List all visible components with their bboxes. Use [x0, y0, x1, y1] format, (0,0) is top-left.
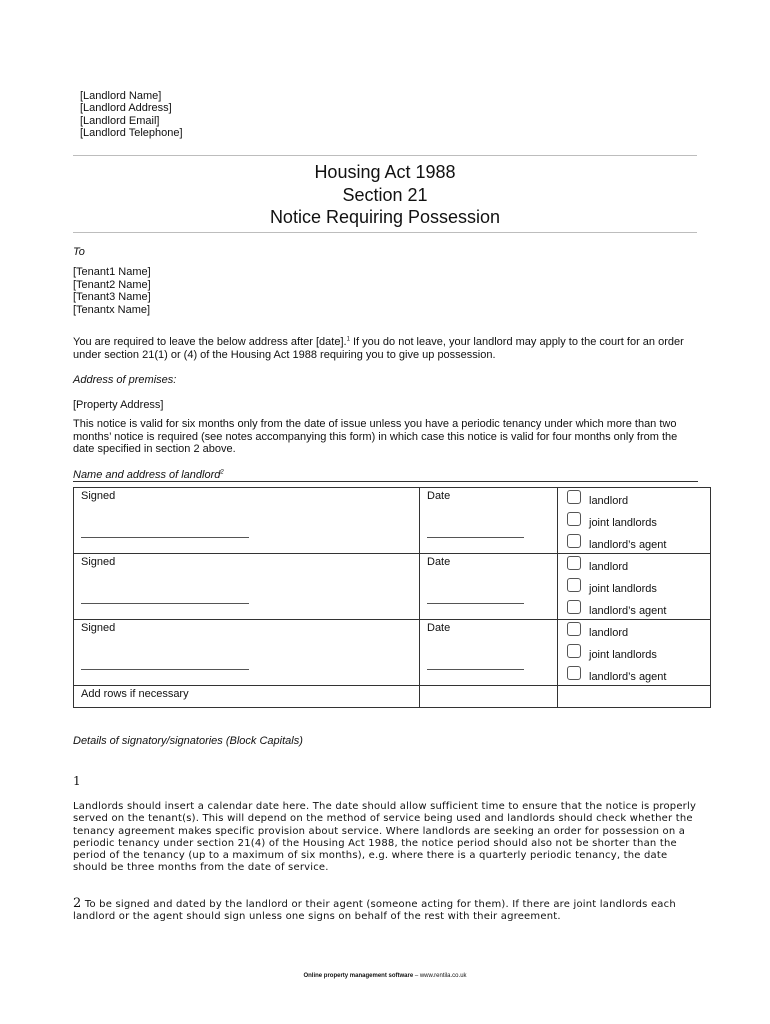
add-rows-cell [74, 686, 420, 708]
footnote-2-text: To be signed and dated by the landlord or their agent (someone acting for them). If there are joint landlords each landlord or the agent should sign unless one signs on behalf of the rest with their agreement. [73, 899, 676, 923]
date-line[interactable] [427, 669, 524, 670]
checkbox[interactable] [567, 556, 581, 570]
date-label: Date [427, 622, 451, 634]
checkbox[interactable] [567, 534, 581, 548]
title-line-2: Section 21 [342, 184, 428, 205]
add-rows-label: Add rows if necessary [81, 688, 189, 700]
landlord-name: [Landlord Name] [80, 90, 162, 102]
signed-cell [74, 620, 420, 686]
footnote-number-2: 2 [73, 896, 82, 911]
signature-row [74, 620, 711, 686]
signature-line[interactable] [81, 603, 249, 604]
signature-row [74, 488, 711, 554]
role-cell [558, 554, 711, 620]
option-label: joint landlords [589, 517, 657, 529]
date-cell [420, 620, 558, 686]
title-line-3: Notice Requiring Possession [269, 207, 501, 227]
checkbox[interactable] [567, 578, 581, 592]
divider-bottom [73, 232, 697, 233]
option-label: landlord’s agent [589, 605, 667, 617]
landlord-address: [Landlord Address] [80, 102, 172, 114]
footer-url[interactable]: – www.rentila.co.uk [413, 973, 467, 979]
checkbox[interactable] [567, 666, 581, 680]
landlord-email: [Landlord Email] [80, 115, 160, 127]
signed-label: Signed [81, 556, 116, 568]
date-cell [420, 554, 558, 620]
tenant-name: [Tenantx Name] [73, 303, 151, 316]
landlord-label-rule [73, 481, 698, 482]
signed-label: Signed [81, 622, 116, 634]
footnote-ref-1: 1 [346, 336, 350, 343]
option-label: landlord [589, 627, 629, 639]
empty-cell [420, 686, 558, 708]
tenant-name: [Tenant1 Name] [73, 266, 151, 278]
option-label: joint landlords [589, 583, 657, 595]
signature-table [73, 487, 711, 708]
role-cell [558, 488, 711, 554]
checkbox[interactable] [567, 644, 581, 658]
notice-title [73, 161, 697, 229]
empty-cell [558, 686, 711, 708]
to-label: To [73, 246, 85, 258]
date-line[interactable] [427, 537, 524, 538]
validity-paragraph: This notice is valid for six months only from the date of issue unless you have a periodic tenancy under which more than two months’ notice is required (see notes accompanying this form) in which case this notice is valid for four months only from the date specified in section 2 above. [73, 418, 678, 455]
option-label: landlord’s agent [589, 539, 667, 551]
date-label: Date [427, 490, 451, 502]
tenant-list [73, 266, 703, 316]
footnote-number-1: 1 [73, 774, 81, 788]
checkbox[interactable] [567, 622, 581, 636]
divider-top [73, 155, 697, 156]
signed-cell [74, 488, 420, 554]
notice-text-b: If you do not leave, your landlord may apply to the court for an order under section 21(1) or (4) of the Housing Act 1988 requiring you to give up possession. [73, 336, 684, 361]
signature-line[interactable] [81, 537, 249, 538]
landlord-telephone: [Landlord Telephone] [80, 127, 183, 139]
title-line-1: Housing Act 1988 [314, 162, 456, 182]
date-cell [420, 488, 558, 554]
footnote-2 [73, 898, 698, 924]
tenant-name: [Tenant3 Name] [73, 291, 151, 303]
signature-row [74, 554, 711, 620]
role-cell [558, 620, 711, 686]
address-label: Address of premises: [73, 374, 177, 386]
landlord-label-text: Name and address of landlord [73, 469, 221, 481]
signature-line[interactable] [81, 669, 249, 670]
checkbox[interactable] [567, 600, 581, 614]
tenant-name: [Tenant2 Name] [73, 278, 151, 291]
property-address: [Property Address] [73, 399, 164, 411]
add-rows-row [74, 686, 711, 708]
footnote-1-text: Landlords should insert a calendar date here. The date should allow sufficient time to ensure that the notice is properly served on the tenant(s). This will depend on the method of service being used and landlords should check whether the tenancy agreement makes specific provision about service. Where landlords are seeking an order for possession on a periodic tenancy under section 21(4) of the Housing Act 1988, the notice period should also not be shorter than the period of the tenancy (up to a maximum of six months), e.g. where there is a quarterly periodic tenancy, the date should be three months from the date of service. [73, 801, 697, 874]
landlord-label [73, 469, 224, 481]
checkbox[interactable] [567, 490, 581, 504]
date-label: Date [427, 556, 451, 568]
details-label: Details of signatory/signatories (Block Capitals) [73, 735, 303, 747]
footer-brand: Online property management software [303, 973, 414, 979]
checkbox[interactable] [567, 512, 581, 526]
signed-cell [74, 554, 420, 620]
option-label: landlord [589, 561, 629, 573]
footnote-ref-2: 2 [220, 469, 224, 476]
option-label: landlord [589, 495, 629, 507]
signed-label: Signed [81, 490, 116, 502]
notice-text-a: You are required to leave the below address after [date]. [73, 336, 347, 348]
option-label: joint landlords [589, 649, 657, 661]
notice-paragraph [73, 336, 698, 361]
option-label: landlord’s agent [589, 671, 667, 683]
page-footer [0, 973, 770, 979]
date-line[interactable] [427, 603, 524, 604]
